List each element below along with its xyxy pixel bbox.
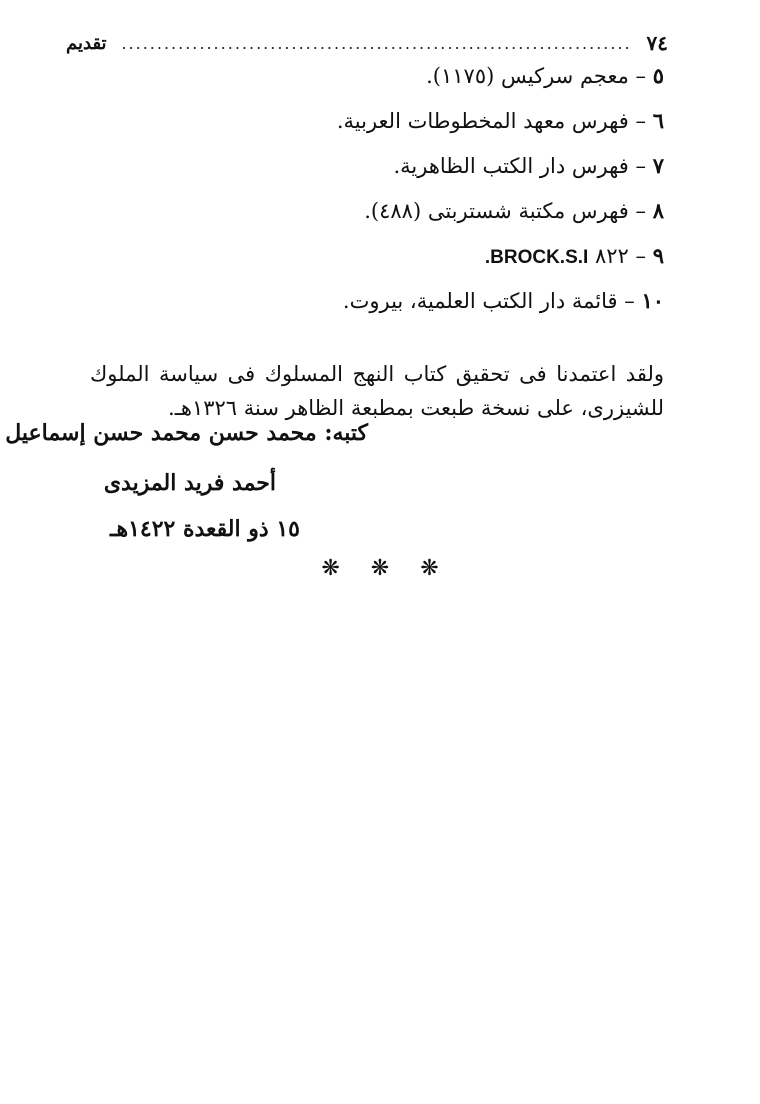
item-number: ٨: [652, 198, 664, 223]
asterism-icon: ❋: [370, 556, 390, 581]
section-title: تقديم: [66, 32, 107, 54]
sources-list: [60, 58, 664, 328]
item-number: ٧: [652, 153, 664, 178]
item-number: ٩: [652, 243, 664, 268]
item-number: ٥: [652, 63, 664, 88]
item-text: – فهرس مكتبة شستربتى (٤٨٨).: [364, 199, 647, 223]
signature-coauthor: أحمد فريد المزيدى: [103, 470, 276, 496]
list-item: [60, 148, 664, 193]
asterism-icon: ❋: [420, 556, 439, 581]
section-separator: [0, 556, 760, 581]
leader-dots: ........................................................................: [121, 33, 632, 53]
item-number: ١٠: [641, 288, 664, 313]
item-text: – معجم سركيس (١١٧٥).: [426, 64, 647, 88]
item-text: – ٨٢٢: [588, 244, 647, 268]
running-header: [66, 28, 668, 58]
item-text: – فهرس دار الكتب الظاهرية.: [393, 154, 647, 178]
list-item: [60, 193, 664, 238]
list-item: [60, 238, 664, 283]
list-item: [60, 103, 664, 148]
item-number: ٦: [652, 108, 664, 133]
asterism-icon: ❋: [321, 556, 340, 581]
item-text: – قائمة دار الكتب العلمية، بيروت.: [342, 289, 635, 313]
body-paragraph: ولقد اعتمدنا فى تحقيق كتاب النهج المسلوك فى سياسة الملوك للشيزرى، على نسخة طبعت بمطبعة الظاهر سنة ١٣٢٦هـ.: [90, 362, 664, 420]
item-text: – فهرس معهد المخطوطات العربية.: [336, 109, 647, 133]
item-latin-ref: BROCK.S.I.: [484, 247, 589, 268]
list-item: [60, 283, 664, 328]
signature-date: ١٥ ذو القعدة ١٤٢٢هـ: [110, 516, 300, 542]
page-number: ٧٤: [646, 31, 668, 55]
list-item: [60, 58, 664, 103]
signature-authors: كتبه: محمد حسن محمد حسن إسماعيل: [5, 420, 368, 446]
